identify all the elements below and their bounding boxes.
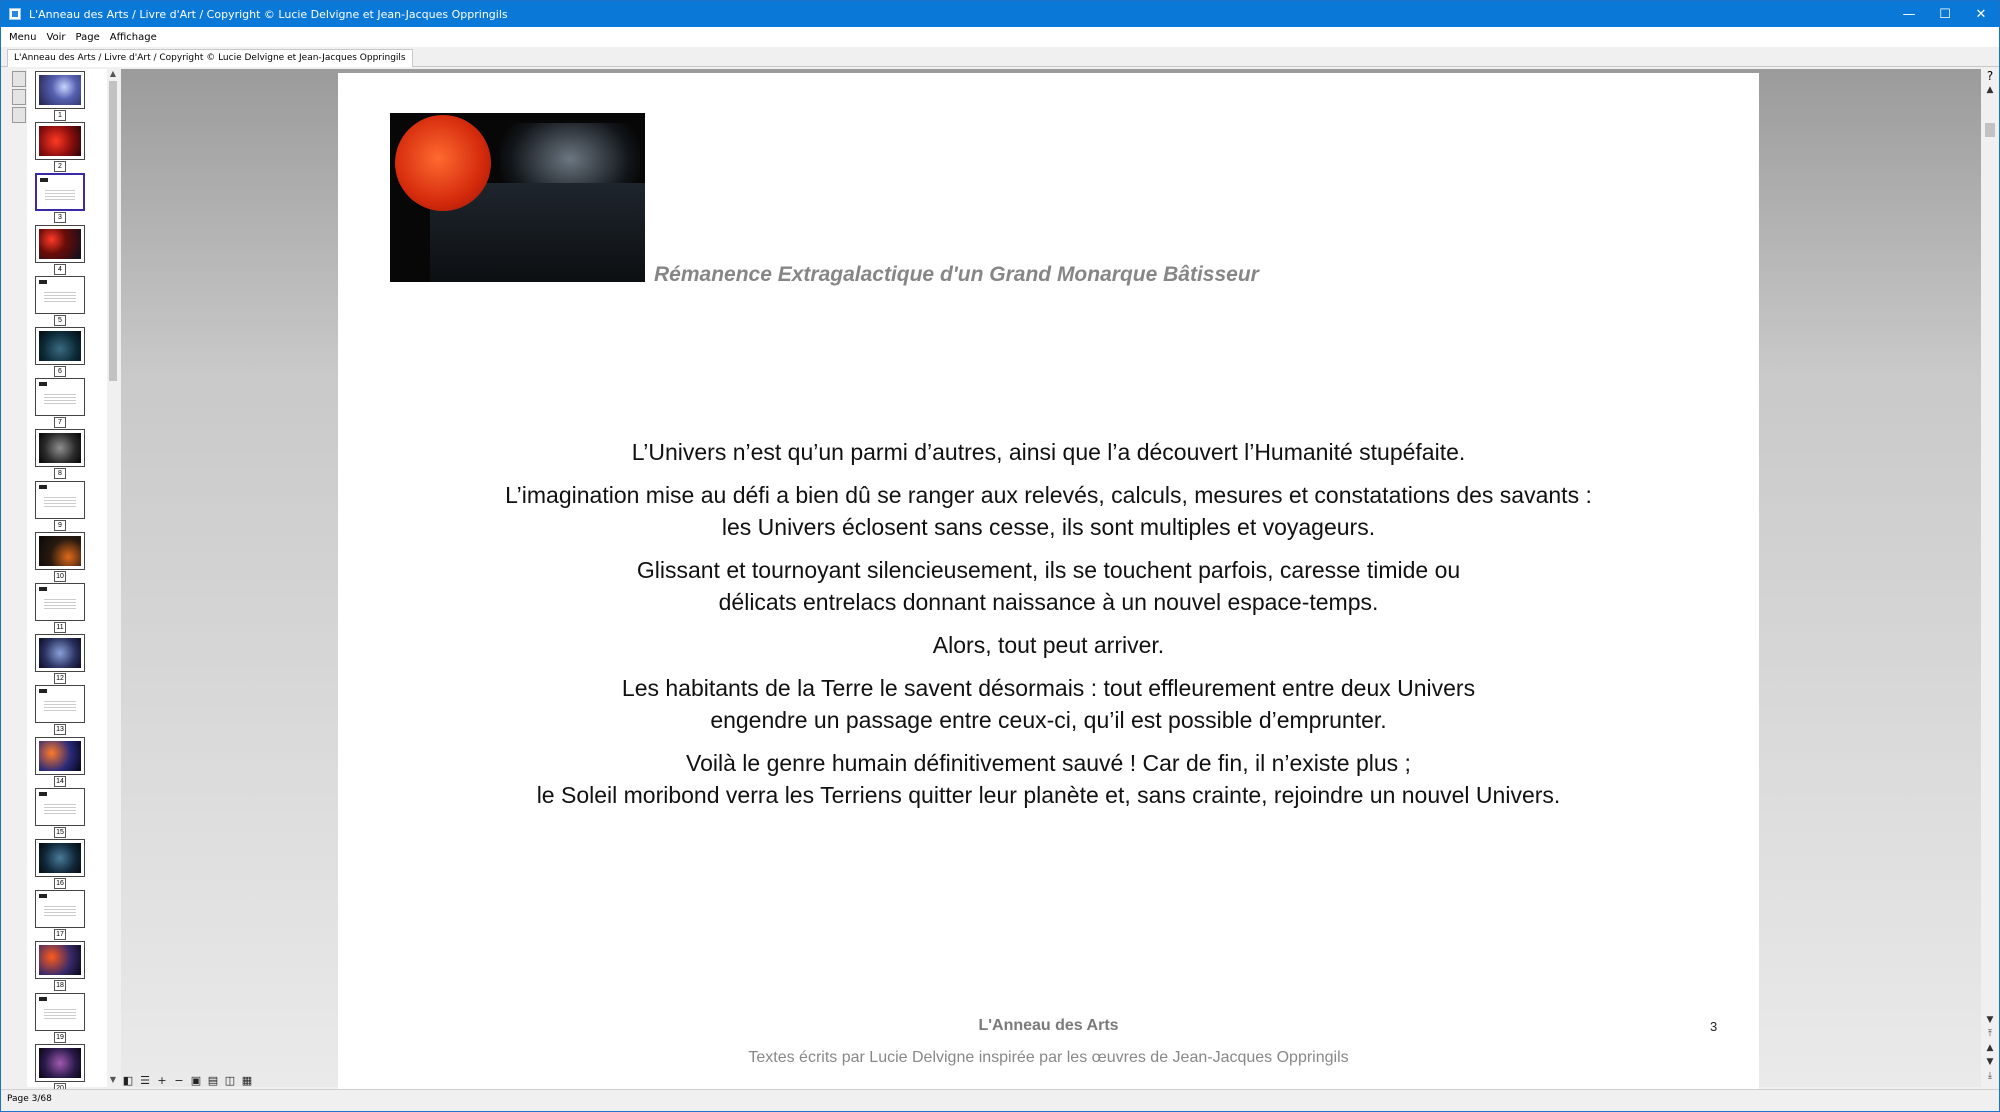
- thumbnails-panel-icon[interactable]: [12, 71, 26, 87]
- fit-page-icon[interactable]: ▣: [190, 1074, 202, 1087]
- page-thumbnail[interactable]: [35, 890, 85, 941]
- thumbnail-preview[interactable]: [35, 993, 85, 1031]
- page-thumbnail[interactable]: [35, 583, 85, 634]
- page-thumbnail[interactable]: [35, 941, 85, 992]
- thumbnail-preview[interactable]: [35, 276, 85, 314]
- thumbnail-number: 3: [54, 212, 66, 223]
- thumbnail-preview[interactable]: [35, 225, 85, 263]
- footer-subtitle: Textes écrits par Lucie Delvigne inspirée par les œuvres de Jean-Jacques Oppringils: [748, 1049, 1349, 1066]
- thumbnail-preview[interactable]: [35, 941, 85, 979]
- scroll-down-arrow-icon[interactable]: ▼: [109, 1075, 117, 1084]
- document-tab[interactable]: L'Anneau des Arts / Livre d'Art / Copyright © Lucie Delvigne et Jean-Jacques Oppringils: [7, 49, 413, 67]
- thumbnail-preview[interactable]: [35, 583, 85, 621]
- thumbnail-preview[interactable]: [35, 1044, 85, 1082]
- zoom-in-icon[interactable]: +: [157, 1074, 167, 1087]
- poem-line: Les habitants de la Terre le savent désormais : tout effleurement entre deux Univers: [621, 675, 1476, 701]
- thumbnail-preview[interactable]: [35, 122, 85, 160]
- thumbnail-number: 9: [54, 520, 66, 531]
- thumbnail-number: 17: [54, 929, 66, 940]
- thumbnail-preview[interactable]: [35, 481, 85, 519]
- title-bar[interactable]: [1, 1, 1999, 27]
- poem-line: L’imagination mise au défi a bien dû se ranger aux relevés, calculs, mesures et constatations des savants :: [505, 482, 1592, 508]
- help-icon[interactable]: ?: [1986, 69, 1994, 83]
- thumbnail-number: 2: [54, 161, 66, 172]
- thumbnail-preview[interactable]: [35, 378, 85, 416]
- thumbnail-preview[interactable]: [35, 788, 85, 826]
- close-button[interactable]: ✕: [1975, 6, 1987, 22]
- thumbnail-number: 11: [54, 622, 66, 633]
- first-page-icon[interactable]: ⤒: [1988, 1029, 1992, 1039]
- poem-line: Alors, tout peut arriver.: [932, 632, 1165, 658]
- poem-line: délicats entrelacs donnant naissance à un nouvel espace-temps.: [718, 589, 1379, 615]
- thumbnail-number: 4: [54, 264, 66, 275]
- page-thumbnail[interactable]: [35, 276, 85, 327]
- menu-item-menu[interactable]: Menu: [9, 31, 37, 43]
- page-number: 3: [1710, 1019, 1718, 1034]
- thumbnail-number: 19: [54, 1032, 66, 1043]
- thumbnail-preview[interactable]: [35, 429, 85, 467]
- zoom-out-icon[interactable]: −: [174, 1074, 184, 1087]
- menu-item-affichage[interactable]: Affichage: [109, 31, 157, 43]
- page-indicator: Page 3/68: [7, 1094, 52, 1104]
- scroll-down-arrow-icon[interactable]: ▼: [1986, 1015, 1994, 1025]
- thumbnail-scroll-thumb[interactable]: [109, 81, 117, 381]
- page-heading: Rémanence Extragalactique d'un Grand Monarque Bâtisseur: [654, 263, 1259, 286]
- next-page-icon[interactable]: ▼: [1986, 1057, 1994, 1067]
- bookmarks-panel-icon[interactable]: [12, 107, 26, 123]
- side-tool-strip: [9, 69, 29, 159]
- thumbnail-panel: [27, 69, 117, 1087]
- scroll-up-arrow-icon[interactable]: ▲: [109, 69, 117, 78]
- menu-bar: [1, 27, 1999, 47]
- thumbnail-number: 12: [54, 673, 66, 684]
- thumbnail-number: 13: [54, 724, 66, 735]
- poem-paragraph: [338, 672, 1759, 736]
- page-thumbnail[interactable]: [35, 685, 85, 736]
- page-thumbnail[interactable]: [35, 173, 85, 224]
- thumbnail-number: 10: [54, 571, 66, 582]
- poem-paragraph: [338, 479, 1759, 543]
- page-thumbnail[interactable]: [35, 839, 85, 890]
- thumbnail-number: 8: [54, 468, 66, 479]
- menu-item-page[interactable]: Page: [75, 31, 100, 43]
- outline-panel-icon[interactable]: [12, 89, 26, 105]
- poem-paragraph: [338, 554, 1759, 618]
- poem-paragraph: [338, 747, 1759, 811]
- page-thumbnail[interactable]: [35, 378, 85, 429]
- maximize-button[interactable]: ☐: [1939, 6, 1951, 22]
- poem-text: [338, 436, 1759, 822]
- page-thumbnail[interactable]: [35, 532, 85, 583]
- thumbnail-preview[interactable]: [35, 173, 85, 211]
- toggle-panel-icon[interactable]: ◧: [122, 1074, 134, 1087]
- poem-line: Glissant et tournoyant silencieusement, ils se touchent parfois, caresse timide ou: [636, 557, 1461, 583]
- main-scroll-thumb[interactable]: [1985, 123, 1995, 137]
- minimize-button[interactable]: —: [1902, 6, 1916, 22]
- window-title: L'Anneau des Arts / Livre d'Art / Copyright © Lucie Delvigne et Jean-Jacques Oppringils: [29, 7, 508, 21]
- scroll-up-arrow-icon[interactable]: ▲: [1986, 85, 1994, 95]
- document-view[interactable]: [121, 69, 1981, 1087]
- poem-paragraph: [338, 629, 1759, 661]
- app-icon: [9, 8, 21, 20]
- thumbnail-preview[interactable]: [35, 327, 85, 365]
- page-thumbnail[interactable]: [35, 225, 85, 276]
- page-thumbnail[interactable]: [35, 429, 85, 480]
- thumbnail-number: 5: [54, 315, 66, 326]
- artwork-image: [390, 113, 645, 282]
- view-toolbar: [121, 1075, 257, 1089]
- thumbnail-preview[interactable]: [35, 71, 85, 109]
- window-controls: [1891, 1, 1999, 27]
- page-thumbnail[interactable]: [35, 993, 85, 1044]
- fit-width-icon[interactable]: ▤: [207, 1074, 219, 1087]
- thumbnail-number: 18: [54, 980, 66, 991]
- status-bar: [1, 1089, 1999, 1111]
- thumbnail-number: 1: [54, 110, 66, 121]
- page-thumbnail[interactable]: [35, 327, 85, 378]
- thumbnail-number: 15: [54, 827, 66, 838]
- thumbnail-number: 16: [54, 878, 66, 889]
- thumbnail-number: 14: [54, 776, 66, 787]
- page-thumbnail[interactable]: [35, 737, 85, 788]
- thumbnail-scrollbar[interactable]: [107, 69, 119, 1087]
- page-thumbnail[interactable]: [35, 1044, 85, 1095]
- poem-paragraph: [338, 436, 1759, 468]
- page-thumbnail[interactable]: [35, 122, 85, 173]
- page-thumbnail[interactable]: [35, 788, 85, 839]
- page-thumbnail[interactable]: [35, 71, 85, 122]
- poem-line: L’Univers n’est qu’un parmi d’autres, ainsi que l’a découvert l’Humanité stupéfaite.: [631, 439, 1466, 465]
- main-scrollbar[interactable]: [1981, 69, 1999, 1087]
- list-view-icon[interactable]: ☰: [140, 1074, 150, 1087]
- two-page-icon[interactable]: ◫: [224, 1074, 236, 1087]
- last-page-icon[interactable]: ⤓: [1988, 1071, 1992, 1081]
- thumbnail-number: 7: [54, 417, 66, 428]
- thumbnail-preview[interactable]: [35, 890, 85, 928]
- footer-title: L'Anneau des Arts: [978, 1017, 1119, 1034]
- poem-line: les Univers éclosent sans cesse, ils sont multiples et voyageurs.: [721, 514, 1376, 540]
- poem-line: Voilà le genre humain définitivement sauvé ! Car de fin, il n’existe plus ;: [686, 750, 1411, 776]
- document-tab-bar: [1, 47, 1999, 67]
- page-thumbnail[interactable]: [35, 634, 85, 685]
- grid-view-icon[interactable]: ▦: [241, 1074, 253, 1087]
- poem-line: engendre un passage entre ceux-ci, qu’il est possible d’emprunter.: [710, 707, 1387, 733]
- previous-page-icon[interactable]: ▲: [1986, 1043, 1994, 1053]
- thumbnail-preview[interactable]: [35, 532, 85, 570]
- page-thumbnail[interactable]: [35, 481, 85, 532]
- thumbnail-preview[interactable]: [35, 839, 85, 877]
- poem-line: le Soleil moribond verra les Terriens quitter leur planète et, sans crainte, rejoindre un nouvel Univers.: [536, 782, 1561, 808]
- thumbnail-preview[interactable]: [35, 737, 85, 775]
- thumbnail-preview[interactable]: [35, 634, 85, 672]
- menu-item-voir[interactable]: Voir: [46, 31, 66, 43]
- document-page: [338, 73, 1759, 1103]
- thumbnail-preview[interactable]: [35, 685, 85, 723]
- thumbnail-number: 6: [54, 366, 66, 377]
